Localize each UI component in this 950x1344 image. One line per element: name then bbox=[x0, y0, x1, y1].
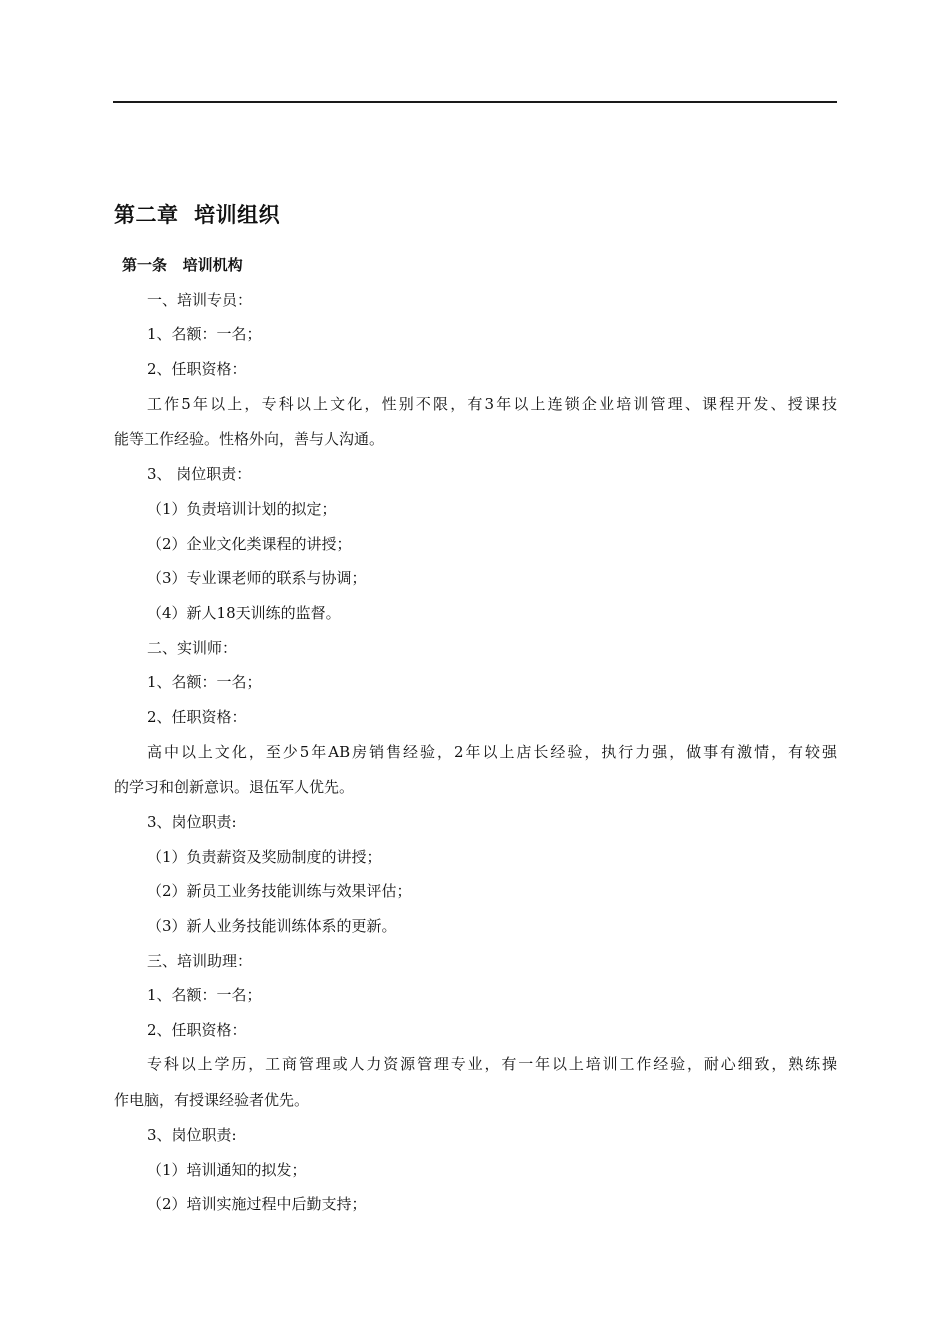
list-item: （3）专业课老师的联系与协调； bbox=[147, 569, 367, 587]
paragraph-line: 工作5年以上，专科以上文化，性别不限，有3年以上连锁企业培训管理、课程开发、授课技 bbox=[147, 395, 837, 413]
paragraph-line: 专科以上学历，工商管理或人力资源管理专业，有一年以上培训工作经验，耐心细致，熟练操 bbox=[147, 1055, 837, 1073]
chapter-title: 第二章 培训组织 bbox=[114, 203, 281, 227]
section-heading: 二、实训师： bbox=[147, 639, 238, 657]
paragraph-line: 的学习和创新意识。退伍军人优先。 bbox=[114, 778, 355, 796]
header-rule bbox=[113, 101, 837, 103]
list-item: 2、任职资格： bbox=[147, 1021, 247, 1039]
list-item: 3、岗位职责: bbox=[147, 1126, 237, 1144]
paragraph-line: 作电脑，有授课经验者优先。 bbox=[114, 1091, 310, 1109]
article-title: 第一条 培训机构 bbox=[122, 256, 243, 274]
list-item: （2）新员工业务技能训练与效果评估； bbox=[147, 882, 412, 900]
list-item: （2）企业文化类课程的讲授； bbox=[147, 535, 352, 553]
list-item: （1）负责薪资及奖励制度的讲授； bbox=[147, 848, 382, 866]
list-item: 3、 岗位职责： bbox=[147, 465, 252, 483]
section-heading: 三、培训助理： bbox=[147, 952, 253, 970]
list-item: （2）培训实施过程中后勤支持； bbox=[147, 1195, 367, 1213]
list-item: （3）新人业务技能训练体系的更新。 bbox=[147, 917, 397, 935]
list-item: 2、任职资格： bbox=[147, 360, 247, 378]
list-item: 3、岗位职责: bbox=[147, 813, 237, 831]
section-heading: 一、培训专员： bbox=[147, 291, 253, 309]
list-item: 1、名额：一名； bbox=[147, 673, 262, 691]
list-item: （1）培训通知的拟发； bbox=[147, 1161, 307, 1179]
list-item: 1、名额：一名； bbox=[147, 986, 262, 1004]
paragraph-line: 能等工作经验。性格外向，善与人沟通。 bbox=[114, 430, 385, 448]
list-item: （1）负责培训计划的拟定； bbox=[147, 500, 337, 518]
list-item: （4）新人18天训练的监督。 bbox=[147, 604, 341, 622]
paragraph-line: 高中以上文化，至少5年AB房销售经验，2年以上店长经验，执行力强，做事有激情，有较强 bbox=[147, 743, 837, 761]
list-item: 1、名额：一名； bbox=[147, 325, 262, 343]
list-item: 2、任职资格： bbox=[147, 708, 247, 726]
